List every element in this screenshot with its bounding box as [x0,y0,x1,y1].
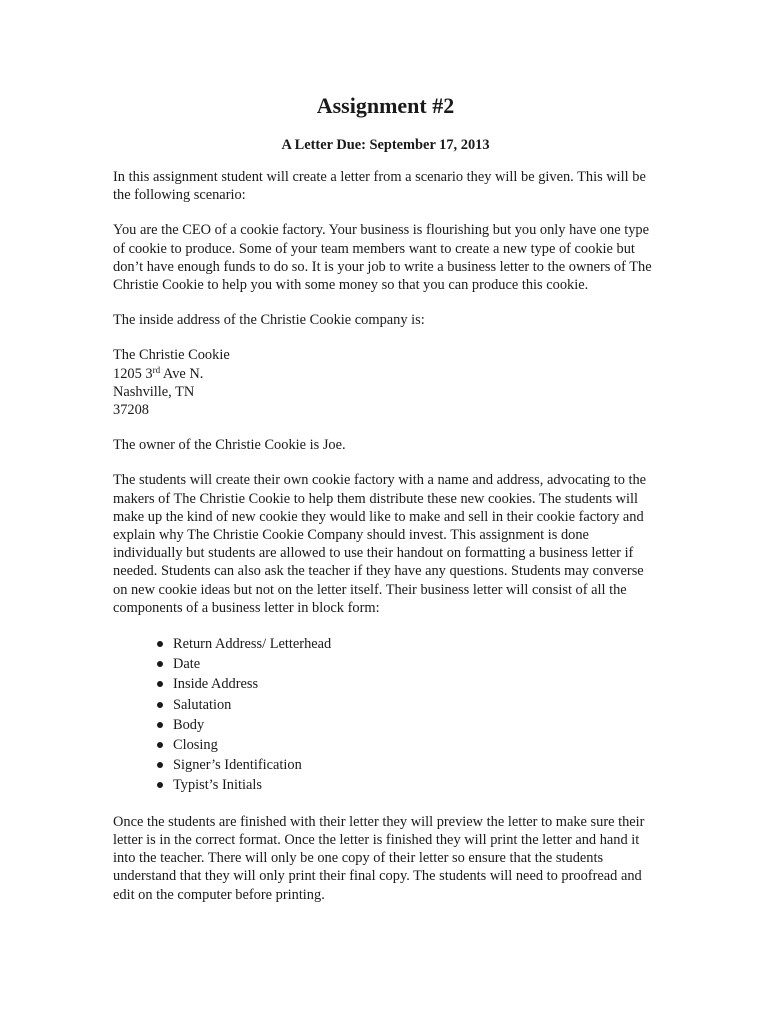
list-item-label: Closing [173,737,218,754]
bullet-icon [157,641,163,647]
bullet-icon [157,681,163,687]
inside-address-intro: The inside address of the Christie Cookie company is: [113,312,425,329]
bullet-icon [157,702,163,708]
address-street [113,365,658,383]
bullet-icon [157,742,163,748]
address-name: The Christie Cookie [113,347,230,364]
bullet-icon [157,762,163,768]
list-item-label: Return Address/ Letterhead [173,636,332,653]
list-item [173,735,658,755]
document-subtitle: A Letter Due: September 17, 2013 [281,137,490,153]
closing-paragraph: Once the students are finished with their letter they will preview the letter to make sure their letter is in the correct format. Once the letter is finished they will print the letter and hand it into the teacher. There will only be one copy of their letter so ensure that the students understand that they will only print their final copy. The students will need to proofread and edit on the computer before printing. [113,813,645,903]
list-item-label: Salutation [173,696,232,713]
list-item-label: Signer’s Identification [173,757,302,774]
document-page [113,92,658,921]
document-title: Assignment #2 [316,93,455,118]
address-zip: 37208 [113,402,149,419]
bullet-icon [157,782,163,788]
address-street-rest: Ave N. [160,365,204,382]
list-item [173,715,658,735]
address-street-ordinal: rd [152,364,161,375]
bullet-icon [157,722,163,728]
list-item [173,634,658,654]
owner-paragraph: The owner of the Christie Cookie is Joe. [113,437,346,454]
list-item [173,695,658,715]
components-list [113,634,658,796]
scenario-paragraph: You are the CEO of a cookie factory. Your business is flourishing but you only have one type of cookie to produce. Some of your team members want to create a new type of cookie but don’t have enough funds to do so. It is your job to write a business letter to the owners of The Christie Cookie to help you with some money so that you can produce this cookie. [113,222,652,294]
list-item [173,755,658,775]
intro-paragraph: In this assignment student will create a letter from a scenario they will be given. This will be the following scenario: [113,169,646,204]
list-item-label: Typist’s Initials [173,777,262,794]
bullet-icon [157,661,163,667]
list-item-label: Date [173,656,201,673]
list-item-label: Inside Address [173,676,259,693]
instructions-paragraph: The students will create their own cookie factory with a name and address, advocating to the makers of The Christie Cookie to help them distribute these new cookies. The students will make up the kind of new cookie they would like to make and sell in their cookie factory and explain why The Christie Cookie Company should invest. This assignment is done individually but students are allowed to use their handout on formatting a business letter if needed. Students can also ask the teacher if they have any questions. Students may converse on new cookie ideas but not on the letter itself. Their business letter will consist of all the components of a business letter in block form: [113,472,647,616]
inside-address-block [113,346,658,419]
list-item [173,775,658,795]
list-item-label: Body [173,716,205,733]
list-item [173,674,658,694]
address-street-number: 1205 3 [113,365,153,382]
list-item [173,654,658,674]
address-city-state: Nashville, TN [113,383,195,400]
